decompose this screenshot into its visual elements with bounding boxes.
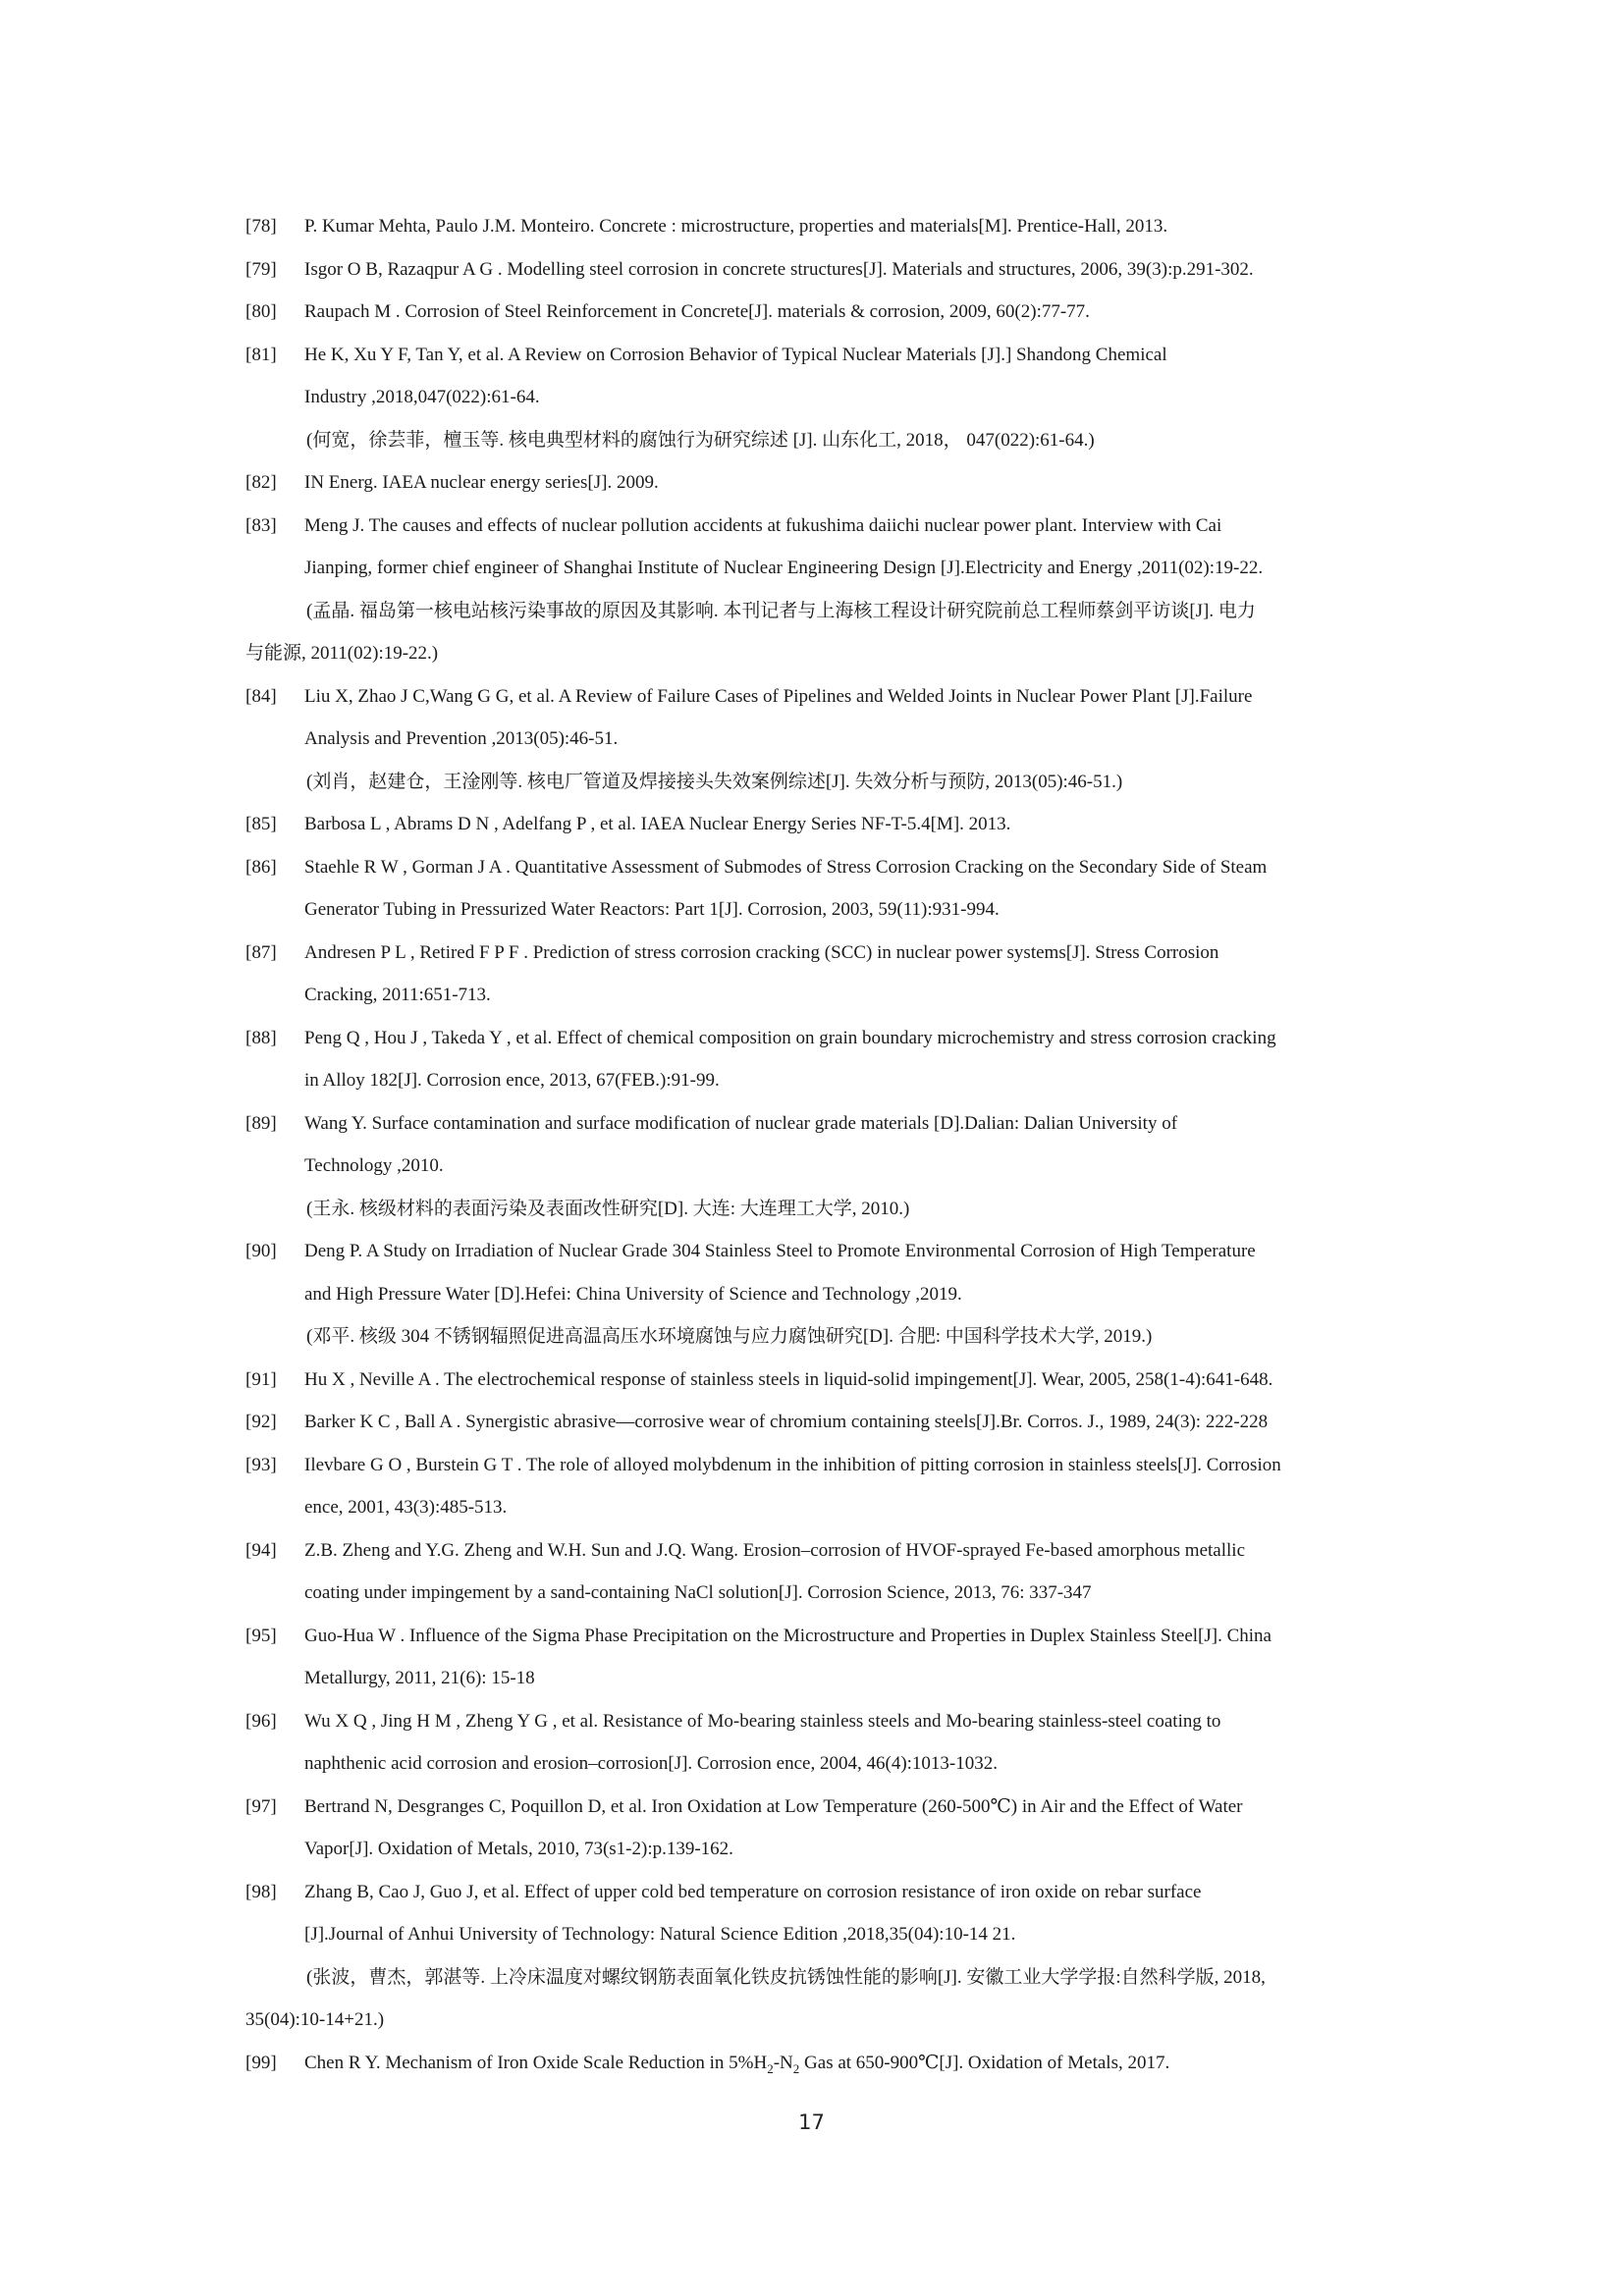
subscript: 2 [792, 2060, 800, 2076]
reference-item [245, 1615, 1387, 1700]
reference-number: [99] [245, 2052, 277, 2073]
reference-number: [93] [245, 1454, 277, 1475]
reference-item [245, 932, 1387, 1017]
reference-item [245, 1401, 1387, 1444]
reference-text-line: He K, Xu Y F, Tan Y, et al. A Review on Corrosion Behavior of Typical Nuclear Materials [J].] Shandong Chemical [304, 344, 1167, 365]
reference-number: [78] [245, 216, 277, 237]
reference-item [245, 248, 1387, 292]
reference-text-line: Guo-Hua W . Influence of the Sigma Phase Precipitation on the Microstructure and Properties in Duplex Stainless Steel[J]. China [304, 1625, 1271, 1646]
reference-item [245, 291, 1387, 334]
reference-item [245, 505, 1387, 675]
reference-number: [80] [245, 301, 277, 322]
reference-text-segment: -N [773, 2052, 793, 2073]
reference-chinese-translation: (孟晶. 福岛第一核电站核污染事故的原因及其影响. 本刊记者与上海核工程设计研究院前总工程师蔡剑平访谈[J]. 电力 [306, 600, 1256, 621]
reference-text-line: ence, 2001, 43(3):485-513. [304, 1497, 508, 1518]
reference-chinese-translation: 35(04):10-14+21.) [245, 2009, 385, 2030]
reference-number: [96] [245, 1710, 277, 1732]
reference-item [245, 2042, 1387, 2085]
reference-text-line: naphthenic acid corrosion and erosion–corrosion[J]. Corrosion ence, 2004, 46(4):1013-1032. [304, 1753, 998, 1774]
reference-text-line: IN Energ. IAEA nuclear energy series[J]. 2009. [304, 472, 659, 493]
reference-text-line: Staehle R W , Gorman J A . Quantitative Assessment of Submodes of Stress Corrosion Cracking on the Secondary Side of Steam [304, 856, 1268, 878]
reference-chinese-translation: (张波，曹杰，郭湛等. 上冷床温度对螺纹钢筋表面氧化铁皮抗锈蚀性能的影响[J]. 安徽工业大学学报:自然科学版, 2018, [306, 1966, 1266, 1988]
reference-text-line: Industry ,2018,047(022):61-64. [304, 387, 540, 407]
reference-number: [87] [245, 941, 277, 963]
reference-number: [92] [245, 1412, 277, 1432]
reference-number: [95] [245, 1625, 277, 1646]
reference-text-line: Deng P. A Study on Irradiation of Nuclear Grade 304 Stainless Steel to Promote Environmental Corrosion of High Temperature [304, 1241, 1256, 1261]
reference-text-segment: Gas at 650-900℃[J]. Oxidation of Metals, 2017. [799, 2052, 1170, 2073]
reference-item [245, 1529, 1387, 1615]
reference-number: [85] [245, 814, 277, 834]
reference-text-line [304, 2042, 1387, 2085]
reference-text-line: Andresen P L , Retired F P F . Prediction of stress corrosion cracking (SCC) in nuclear power systems[J]. Stress Corrosion [304, 941, 1219, 963]
reference-text-line: and High Pressure Water [D].Hefei: China University of Science and Technology ,2019. [304, 1283, 962, 1305]
reference-number: [89] [245, 1112, 277, 1134]
reference-text-line: Raupach M . Corrosion of Steel Reinforcement in Concrete[J]. materials & corrosion, 2009, 60(2):77-77. [304, 301, 1090, 322]
reference-number: [91] [245, 1368, 277, 1390]
reference-text-line: Zhang B, Cao J, Guo J, et al. Effect of upper cold bed temperature on corrosion resistance of iron oxide on rebar surface [304, 1881, 1202, 1902]
reference-text-line: Technology ,2010. [304, 1155, 444, 1176]
reference-chinese-translation: 与能源, 2011(02):19-22.) [245, 643, 439, 664]
reference-text-line: Barker K C , Ball A . Synergistic abrasive—corrosive wear of chromium containing steels[J].Br. Corros. J., 1989, 24(3): 222-228 [304, 1412, 1269, 1432]
reference-text-line: Hu X , Neville A . The electrochemical response of stainless steels in liquid-solid impingement[J]. Wear, 2005, 258(1-4):641-648. [304, 1368, 1273, 1390]
reference-text-line: Peng Q , Hou J , Takeda Y , et al. Effect of chemical composition on grain boundary microchemistry and stress corrosion cracking [304, 1027, 1276, 1048]
reference-item [245, 1700, 1387, 1786]
reference-item [245, 461, 1387, 505]
reference-item [245, 846, 1387, 932]
reference-number: [79] [245, 258, 277, 280]
reference-text-line: Meng J. The causes and effects of nuclear pollution accidents at fukushima daiichi nuclear power plant. Interview with Cai [304, 514, 1222, 536]
reference-item [245, 1786, 1387, 1871]
reference-number: [81] [245, 344, 277, 365]
reference-item [245, 1230, 1387, 1359]
reference-chinese-translation: (何宽，徐芸菲，檀玉等. 核电典型材料的腐蚀行为研究综述 [J]. 山东化工, 2018， 047(022):61-64.) [306, 429, 1095, 451]
reference-number: [94] [245, 1539, 277, 1561]
reference-text-line: Metallurgy, 2011, 21(6): 15-18 [304, 1668, 535, 1688]
reference-text-line: in Alloy 182[J]. Corrosion ence, 2013, 67(FEB.):91-99. [304, 1070, 720, 1091]
reference-item [245, 1102, 1387, 1231]
reference-chinese-translation: (刘肖，赵建仓，王淦刚等. 核电厂管道及焊接接头失效案例综述[J]. 失效分析与预防, 2013(05):46-51.) [306, 771, 1123, 792]
reference-text-line: Isgor O B, Razaqpur A G . Modelling steel corrosion in concrete structures[J]. Materials and structures, 2006, 39(3):p.291-302. [304, 258, 1254, 280]
reference-text-line: Liu X, Zhao J C,Wang G G, et al. A Review of Failure Cases of Pipelines and Welded Joints in Nuclear Power Plant [J].Failure [304, 685, 1253, 707]
reference-number: [97] [245, 1795, 277, 1817]
reference-chinese-translation: (邓平. 核级 304 不锈钢辐照促进高温高压水环境腐蚀与应力腐蚀研究[D]. 合肥: 中国科学技术大学, 2019.) [306, 1326, 1153, 1347]
reference-number: [98] [245, 1881, 277, 1902]
reference-text-line: Vapor[J]. Oxidation of Metals, 2010, 73(s1-2):p.139-162. [304, 1839, 733, 1859]
reference-text-line: Bertrand N, Desgranges C, Poquillon D, et al. Iron Oxidation at Low Temperature (260-500℃) in Air and the Effect of Water [304, 1795, 1243, 1817]
reference-text-line: [J].Journal of Anhui University of Technology: Natural Science Edition ,2018,35(04):10-14 21. [304, 1924, 1016, 1945]
reference-chinese-translation: (王永. 核级材料的表面污染及表面改性研究[D]. 大连: 大连理工大学, 2010.) [306, 1198, 910, 1219]
reference-number: [83] [245, 514, 277, 536]
reference-text-line: Wu X Q , Jing H M , Zheng Y G , et al. Resistance of Mo-bearing stainless steels and Mo-bearing stainless-steel coating to [304, 1710, 1221, 1732]
reference-item [245, 803, 1387, 846]
reference-text-line: coating under impingement by a sand-containing NaCl solution[J]. Corrosion Science, 2013, 76: 337-347 [304, 1582, 1092, 1603]
reference-item [245, 334, 1387, 462]
reference-text-line: Generator Tubing in Pressurized Water Reactors: Part 1[J]. Corrosion, 2003, 59(11):931-994. [304, 899, 1000, 920]
reference-text-line: Jianping, former chief engineer of Shanghai Institute of Nuclear Engineering Design [J].Electricity and Energy ,2011(02):19-22. [304, 558, 1264, 578]
reference-number: [90] [245, 1241, 277, 1261]
reference-item [245, 1017, 1387, 1102]
reference-text-line: Cracking, 2011:651-713. [304, 985, 491, 1005]
reference-list [245, 205, 1387, 2084]
reference-number: [82] [245, 472, 277, 493]
reference-text-segment: Chen R Y. Mechanism of Iron Oxide Scale Reduction in 5%H [304, 2052, 768, 2073]
reference-item [245, 1444, 1387, 1529]
reference-number: [86] [245, 856, 277, 878]
reference-item [245, 1871, 1387, 2042]
reference-number: [84] [245, 685, 277, 707]
reference-text-line: Wang Y. Surface contamination and surface modification of nuclear grade materials [D].Dalian: Dalian University of [304, 1112, 1178, 1134]
reference-item [245, 205, 1387, 248]
reference-text-line: Analysis and Prevention ,2013(05):46-51. [304, 728, 619, 749]
subscript: 2 [767, 2060, 774, 2076]
reference-text-line: P. Kumar Mehta, Paulo J.M. Monteiro. Concrete : microstructure, properties and materials[M]. Prentice-Hall, 2013. [304, 216, 1168, 237]
reference-text-line: Barbosa L , Abrams D N , Adelfang P , et al. IAEA Nuclear Energy Series NF-T-5.4[M]. 2013. [304, 814, 1011, 834]
reference-text-line: Ilevbare G O , Burstein G T . The role of alloyed molybdenum in the inhibition of pitting corrosion in stainless steels[J]. Corrosion [304, 1454, 1281, 1475]
reference-item [245, 675, 1387, 804]
reference-text-line: Z.B. Zheng and Y.G. Zheng and W.H. Sun and J.Q. Wang. Erosion–corrosion of HVOF-sprayed Fe-based amorphous metallic [304, 1539, 1245, 1561]
page-number: 17 [798, 2110, 825, 2134]
reference-number: [88] [245, 1027, 277, 1048]
reference-item [245, 1359, 1387, 1402]
